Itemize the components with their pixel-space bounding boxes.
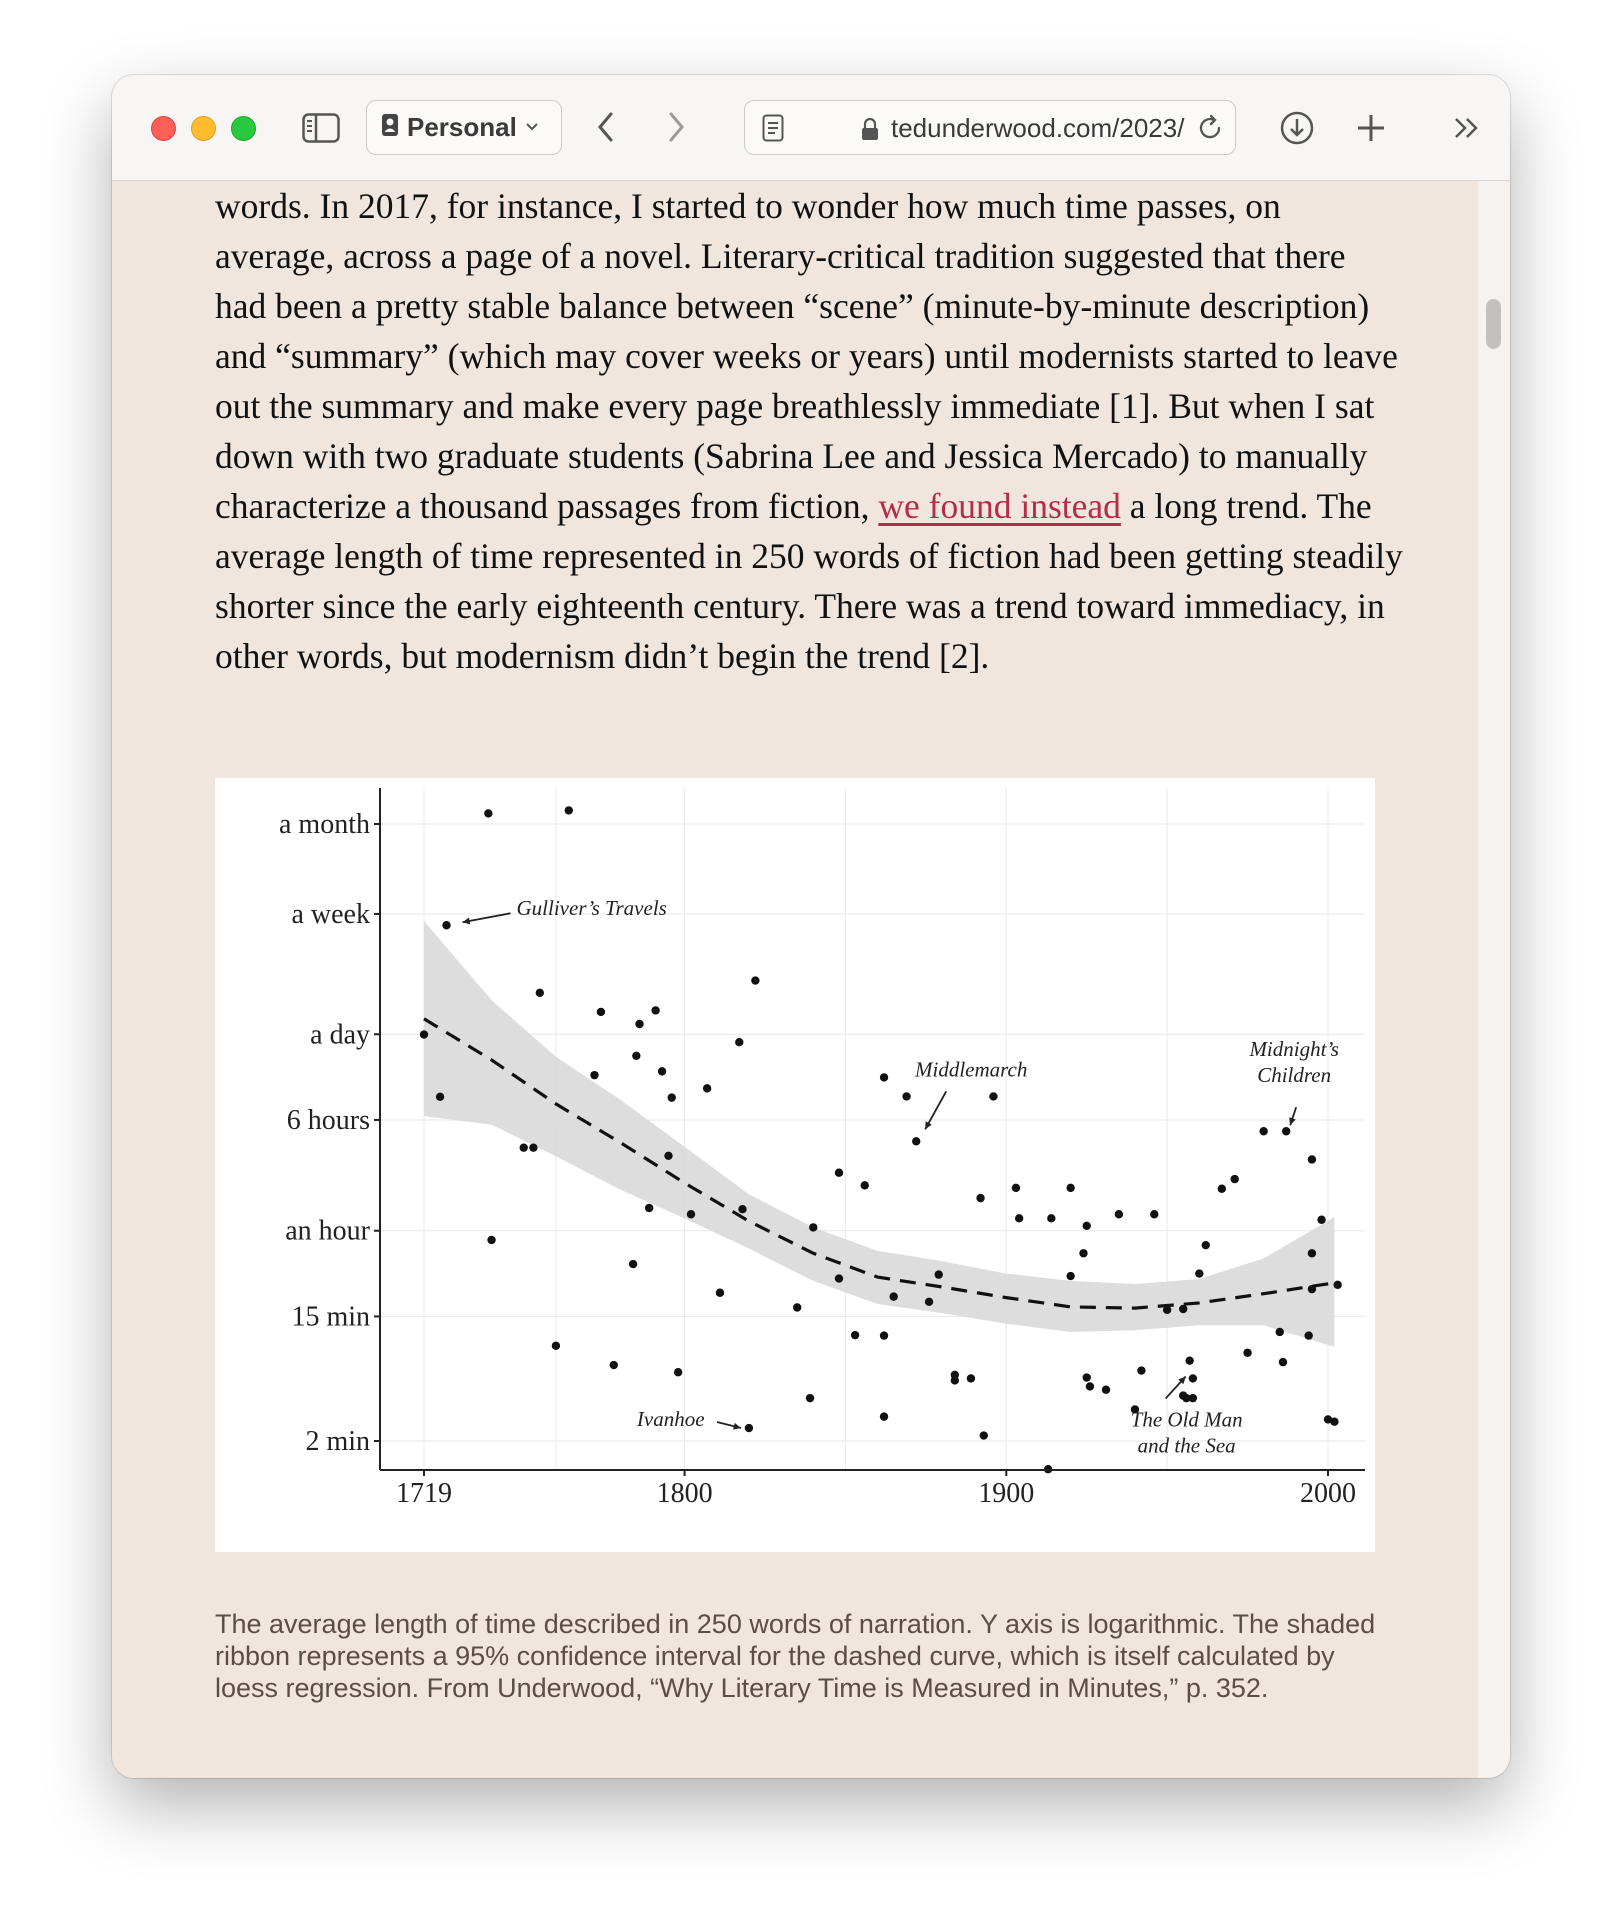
profile-icon	[381, 113, 399, 142]
data-point	[1083, 1222, 1091, 1230]
data-point	[645, 1204, 653, 1212]
paragraph-text-before-link: words. In 2017, for instance, I started to wonder how much time passes, on average, across a page of a novel. Literary-critical tradition suggested that there had been a pretty stable balance between “scene” (minute-by-minute description) and “summary” (which may cover weeks or years) until modernists started to leave out the summary and make every page breathlessly immediate [1]. But when I sat down with two graduate students (Sabrina Lee and Jessica Mercado) to manually characterize a thousand passages from fiction,	[215, 186, 1398, 526]
scatter-chart	[215, 778, 1375, 1552]
reader-view-icon[interactable]	[759, 113, 787, 143]
data-point	[1137, 1366, 1145, 1374]
data-point	[529, 1143, 537, 1151]
y-tick-label: a day	[310, 1019, 370, 1051]
data-point	[880, 1412, 888, 1420]
x-tick-label: 1800	[656, 1478, 713, 1509]
data-point	[1279, 1358, 1287, 1366]
annotation-label: Children	[1257, 1063, 1332, 1088]
data-point	[668, 1093, 676, 1101]
data-point	[420, 1030, 428, 1038]
data-point	[880, 1331, 888, 1339]
data-point	[520, 1143, 528, 1151]
y-tick-label: a week	[291, 898, 370, 930]
data-point	[1276, 1328, 1284, 1336]
x-tick-label: 2000	[1300, 1478, 1356, 1509]
x-tick-label: 1900	[978, 1478, 1035, 1509]
y-tick-label: 2 min	[305, 1426, 370, 1457]
y-tick-label: a month	[279, 809, 370, 840]
data-point	[658, 1067, 666, 1075]
y-tick-label: 15 min	[291, 1301, 370, 1333]
data-point	[889, 1292, 897, 1300]
data-point	[1202, 1241, 1210, 1249]
data-point	[1047, 1214, 1055, 1222]
data-point	[664, 1152, 672, 1160]
browser-window	[112, 75, 1510, 1778]
profile-label: Personal	[407, 112, 517, 142]
data-point	[1083, 1373, 1091, 1381]
x-tick-label: 1719	[396, 1478, 452, 1509]
data-point	[980, 1431, 988, 1439]
data-point	[912, 1137, 920, 1145]
url-text[interactable]: tedunderwood.com/2023/	[891, 113, 1185, 143]
annotation-arrowhead	[463, 917, 471, 924]
data-point	[1195, 1269, 1203, 1277]
close-window-button[interactable]	[151, 116, 176, 141]
data-point	[925, 1298, 933, 1306]
reload-icon[interactable]	[1195, 113, 1225, 143]
data-point	[703, 1084, 711, 1092]
profile-button[interactable]	[366, 100, 562, 155]
data-point	[951, 1376, 959, 1384]
data-point	[793, 1303, 801, 1311]
annotation-label: Midnight’s	[1249, 1037, 1339, 1062]
data-point	[1066, 1184, 1074, 1192]
data-point	[851, 1331, 859, 1339]
annotation-label: Middlemarch	[915, 1057, 1028, 1082]
data-point	[552, 1342, 560, 1350]
vertical-scrollbar[interactable]	[1478, 181, 1510, 1778]
annotation-arrowhead	[1289, 1117, 1296, 1125]
page-content	[112, 181, 1478, 1778]
annotation-label: The Old Man	[1130, 1407, 1243, 1432]
data-point	[1259, 1127, 1267, 1135]
lock-icon	[857, 115, 883, 143]
data-point	[806, 1394, 814, 1402]
downloads-icon[interactable]	[1277, 108, 1317, 148]
data-point	[935, 1270, 943, 1278]
scrollbar-thumb[interactable]	[1486, 299, 1501, 349]
new-tab-icon[interactable]	[1351, 108, 1391, 148]
data-point	[590, 1071, 598, 1079]
annotation-label: Ivanhoe	[636, 1407, 705, 1432]
data-point	[565, 806, 573, 814]
data-point	[835, 1274, 843, 1282]
browser-toolbar	[112, 75, 1510, 181]
paragraph-text-after-link: a long trend. The average length of time represented in 250 words of fiction had been getting steadily shorter since the early eighteenth century. There was a trend toward immediacy, in other words, but modernism didn’t begin the trend [2].	[215, 486, 1403, 676]
data-point	[1115, 1210, 1123, 1218]
data-point	[1243, 1349, 1251, 1357]
y-tick-label: 6 hours	[286, 1104, 370, 1136]
data-point	[861, 1181, 869, 1189]
data-point	[1179, 1305, 1187, 1313]
data-point	[1308, 1155, 1316, 1163]
data-point	[1185, 1356, 1193, 1364]
data-point	[809, 1223, 817, 1231]
data-point	[597, 1008, 605, 1016]
data-point	[632, 1052, 640, 1060]
data-point	[902, 1092, 910, 1100]
data-point	[1218, 1185, 1226, 1193]
data-point	[484, 809, 492, 817]
data-point	[1066, 1272, 1074, 1280]
data-point	[442, 921, 450, 929]
data-point	[1189, 1394, 1197, 1402]
annotation-label: and the Sea	[1137, 1433, 1236, 1458]
data-point	[735, 1038, 743, 1046]
data-point	[967, 1374, 975, 1382]
data-point	[976, 1194, 984, 1202]
data-point	[1012, 1184, 1020, 1192]
data-point	[536, 989, 544, 997]
minimize-window-button[interactable]	[191, 116, 216, 141]
data-point	[835, 1169, 843, 1177]
data-point	[1330, 1417, 1338, 1425]
data-point	[1015, 1214, 1023, 1222]
data-point	[1304, 1331, 1312, 1339]
data-point	[610, 1361, 618, 1369]
data-point	[751, 976, 759, 984]
zoom-window-button[interactable]	[231, 116, 256, 141]
data-point	[651, 1006, 659, 1014]
data-point	[674, 1368, 682, 1376]
data-point	[1189, 1374, 1197, 1382]
data-point	[1231, 1175, 1239, 1183]
data-point	[436, 1093, 444, 1101]
data-point	[1079, 1249, 1087, 1257]
data-point	[629, 1260, 637, 1268]
data-point	[738, 1205, 746, 1213]
data-point	[1333, 1281, 1341, 1289]
y-tick-label: an hour	[285, 1215, 370, 1247]
figure-chart	[215, 778, 1375, 1552]
address-bar[interactable]	[744, 100, 1236, 155]
data-point	[635, 1020, 643, 1028]
we-found-instead-link[interactable]: we found instead	[878, 486, 1121, 526]
forward-button[interactable]	[659, 107, 693, 147]
annotation-arrow	[463, 913, 511, 922]
data-point	[745, 1424, 753, 1432]
data-point	[1086, 1382, 1094, 1390]
sidebar-toggle-icon[interactable]	[300, 108, 342, 148]
data-point	[989, 1092, 997, 1100]
data-point	[1150, 1210, 1158, 1218]
data-point	[716, 1289, 724, 1297]
more-toolbar-items-icon[interactable]	[1449, 110, 1485, 146]
figure-caption: The average length of time described in 250 words of narration. Y axis is logarithmic. The shaded ribbon represents a 95% confidence interval for the dashed curve, which is itself calculated by loess regression. From Underwood, “Why Literary Time is Measured in Minutes,” p. 352.	[215, 1609, 1376, 1703]
chevron-down-icon	[525, 119, 539, 137]
data-point	[1317, 1216, 1325, 1224]
data-point	[487, 1236, 495, 1244]
data-point	[1102, 1386, 1110, 1394]
data-point	[1308, 1249, 1316, 1257]
data-point	[1282, 1127, 1290, 1135]
back-button[interactable]	[589, 107, 623, 147]
annotation-label: Gulliver’s Travels	[516, 896, 667, 921]
data-point	[687, 1210, 695, 1218]
article-paragraph	[215, 181, 1405, 681]
data-point	[880, 1073, 888, 1081]
confidence-ribbon	[424, 921, 1334, 1347]
